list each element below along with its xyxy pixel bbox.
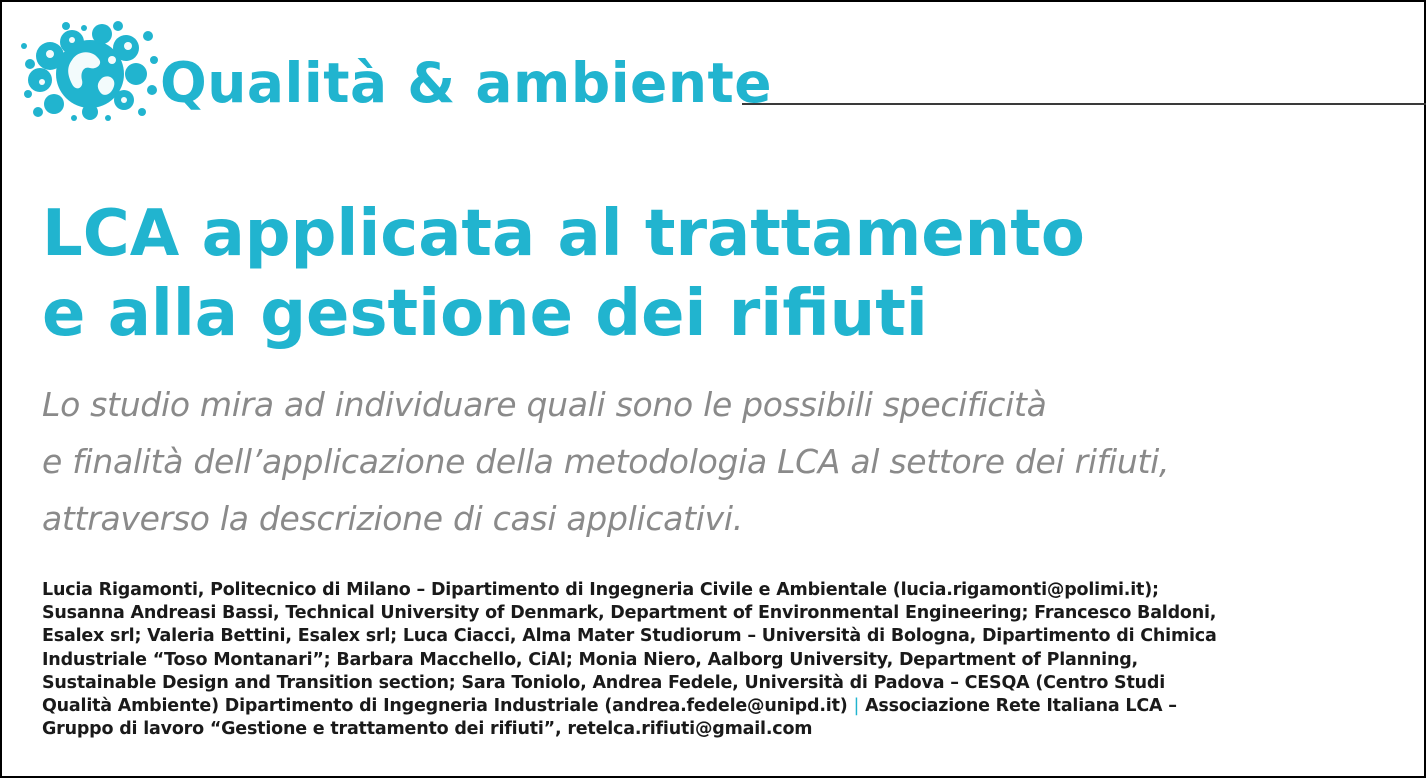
authors-block	[42, 579, 1217, 741]
article-title-line: e alla gestione dei rifiuti	[42, 277, 928, 351]
subtitle-line: Lo studio mira ad individuare quali sono le possibili specificità	[42, 385, 1047, 424]
subtitle-line: attraverso la descrizione di casi applicativi.	[42, 499, 743, 538]
affiliation-separator: |	[853, 696, 860, 717]
article-title	[42, 194, 1085, 354]
authors-line: Industriale “Toso Montanari”; Barbara Macchello, CiAl; Monia Niero, Aalborg University, Department of Planning,	[42, 649, 1138, 670]
authors-line: Gruppo di lavoro “Gestione e trattamento dei rifiuti”, retelca.rifiuti@gmail.com	[42, 719, 813, 740]
authors-line: Susanna Andreasi Bassi, Technical University of Denmark, Department of Environmental Engineering; Francesco Baldoni,	[42, 603, 1217, 624]
authors-line-text: Associazione Rete Italiana LCA –	[865, 696, 1177, 717]
article-subtitle	[42, 376, 1169, 547]
article-title-line: LCA applicata al trattamento	[42, 197, 1085, 271]
section-title: Qualità & ambiente	[160, 51, 773, 115]
subtitle-line: e finalità dell’applicazione della metodologia LCA al settore dei rifiuti,	[42, 442, 1170, 481]
authors-line: Lucia Rigamonti, Politecnico di Milano – Dipartimento di Ingegneria Civile e Ambientale (lucia.rigamonti@polimi.it);	[42, 580, 1159, 600]
globe-splash-icon	[20, 20, 160, 122]
authors-line: Esalex srl; Valeria Bettini, Esalex srl; Luca Ciacci, Alma Mater Studiorum – Università di Bologna, Dipartimento di Chimica	[42, 626, 1217, 647]
section-divider	[742, 103, 1426, 105]
authors-line: Sustainable Design and Transition section; Sara Toniolo, Andrea Fedele, Università di Padova – CESQA (Centro Studi	[42, 672, 1165, 693]
authors-line	[42, 695, 1217, 718]
authors-line-text: Qualità Ambiente) Dipartimento di Ingegneria Industriale (andrea.fedele@unipd.it)	[42, 696, 848, 717]
